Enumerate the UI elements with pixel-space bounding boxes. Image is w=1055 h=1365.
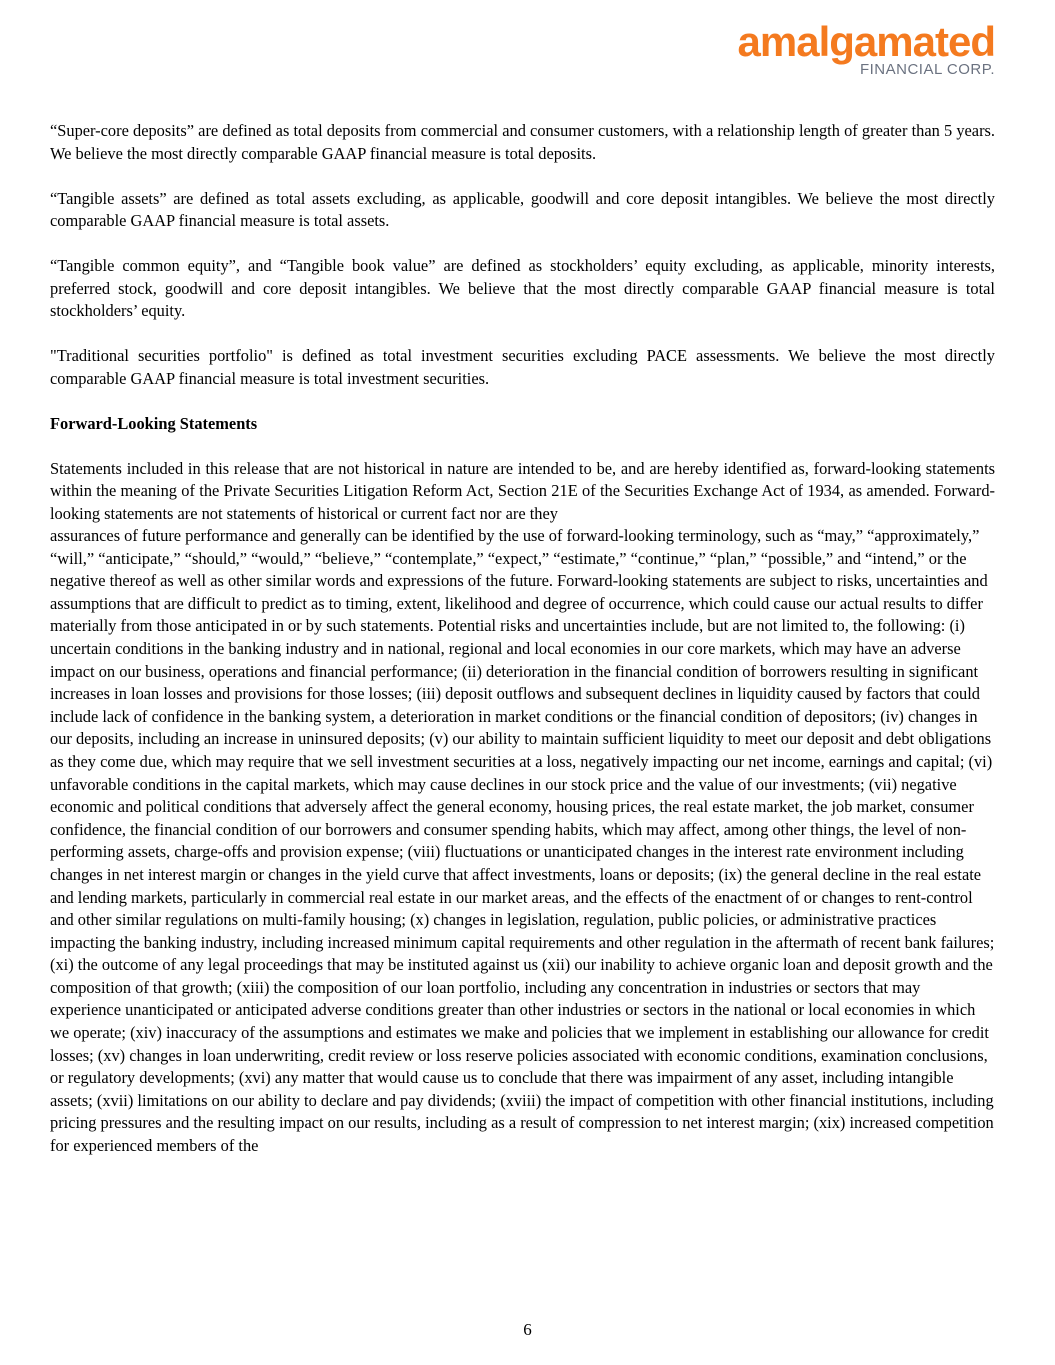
page-number: 6 xyxy=(523,1320,532,1339)
section-heading-forward-looking: Forward-Looking Statements xyxy=(50,413,258,433)
forward-looking-body: assurances of future performance and generally can be identified by the use of forward-looking terminology, such as “may,” “approximately,” “will,” “anticipate,” “should,” “would,” “believe,” “contemplate,” “expect,” “estimate,” “continue,” “plan,” “possible,” and “intend,” or the negative thereof as well as other similar words and expressions of the future. Forward-looking statements are subject to risks, uncertainties and assumptions that are difficult to predict as to timing, extent, likelihood and degree of occurrence, which could cause our actual results to differ materially from those anticipated in or by such statements. Potential risks and uncertainties include, but are not limited to, the following: (i) uncertain conditions in the banking industry and in national, regional and local economies in our core markets, which may have an adverse impact on our business, operations and financial performance; (ii) deterioration in the financial condition of borrowers resulting in significant increases in loan losses and provisions for those losses; (iii) deposit outflows and subsequent declines in liquidity caused by factors that could include lack of confidence in the banking system, a deterioration in market conditions or the financial condition of depositors; (iv) changes in our deposits, including an increase in uninsured deposits; (v) our ability to maintain sufficient liquidity to meet our deposit and debt obligations as they come due, which may require that we sell investment securities at a loss, negatively impacting our net income, earnings and capital; (vi) unfavorable conditions in the capital markets, which may cause declines in our stock price and the value of our investments; (vii) negative economic and political conditions that adversely affect the general economy, housing prices, the real estate market, the job market, consumer confidence, the financial condition of our borrowers and consumer spending habits, which may affect, among other things, the level of non-performing assets, charge-offs and provision expense; (viii) fluctuations or unanticipated changes in the interest rate environment including changes in net interest margin or changes in the yield curve that affect investments, loans or deposits; (ix) the general decline in the real estate and lending markets, particularly in commercial real estate in our market areas, and the effects of the enactment of or changes to rent-control and other similar regulations on multi-family housing; (x) changes in legislation, regulation, public policies, or administrative practices impacting the banking industry, including increased minimum capital requirements and other regulation in the aftermath of recent bank failures; (xi) the outcome of any legal proceedings that may be instituted against us (xii) our inability to achieve organic loan and deposit growth and the composition of that growth; (xiii) the composition of our loan portfolio, including any concentration in industries or sectors that may experience unanticipated or anticipated adverse conditions greater than other industries or sectors in the national or local economies in which we operate; (xiv) inaccuracy of the assumptions and estimates we make and policies that we implement in establishing our allowance for credit losses; (xv) changes in loan underwriting, credit review or loss reserve policies associated with economic conditions, examination conclusions, or regulatory developments; (xvi) any matter that would cause us to conclude that there was impairment of any asset, including intangible assets; (xvii) limitations on our ability to declare and pay dividends; (xviii) the impact of competition with other financial institutions, including pricing pressures and the resulting impact on our results, including as a result of compression to net interest margin; (xix) increased competition for experienced members of the xyxy=(50,526,995,1156)
document-body xyxy=(50,120,995,1158)
paragraph-traditional-securities: "Traditional securities portfolio" is defined as total investment securities excluding PACE assessments. We believe the most directly comparable GAAP financial measure is total investment securities. xyxy=(50,346,995,388)
paragraph-tangible-common-equity: “Tangible common equity”, and “Tangible book value” are defined as stockholders’ equity excluding, as applicable, minority interests, preferred stock, goodwill and core deposit intangibles. We believe that the most directly comparable GAAP financial measure is total stockholders’ equity. xyxy=(50,256,995,320)
logo-wordmark: amalgamated xyxy=(737,18,995,65)
logo-subtitle: FINANCIAL CORP. xyxy=(859,61,995,78)
company-logo xyxy=(737,18,995,78)
forward-looking-intro: Statements included in this release that are not historical in nature are intended to be, and are hereby identified as, forward-looking statements within the meaning of the Private Securities Litigation Reform Act, Section 21E of the Securities Exchange Act of 1934, as amended. Forward-looking statements are not statements of historical or current fact nor are they xyxy=(50,458,995,523)
paragraph-super-core-deposits: “Super-core deposits” are defined as total deposits from commercial and consumer customers, with a relationship length of greater than 5 years. We believe the most directly comparable GAAP financial measure is total deposits. xyxy=(50,121,995,163)
paragraph-tangible-assets: “Tangible assets” are defined as total assets excluding, as applicable, goodwill and core deposit intangibles. We believe the most directly comparable GAAP financial measure is total assets. xyxy=(50,188,995,230)
